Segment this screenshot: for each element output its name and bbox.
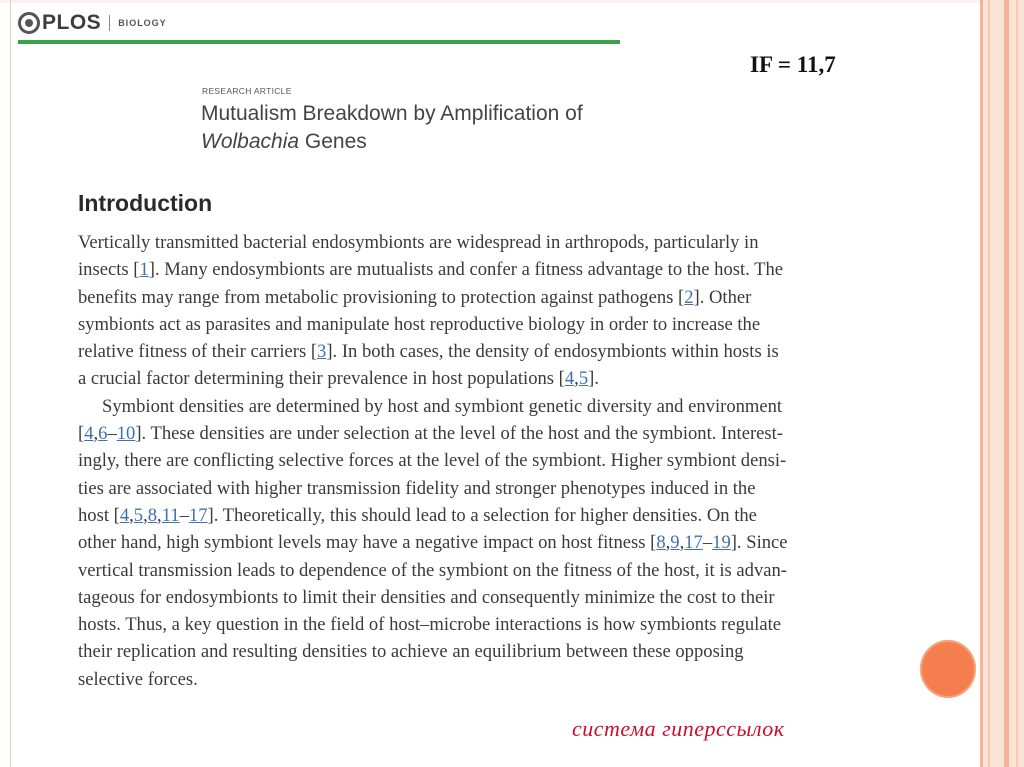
text-line: [4,6–10]. These densities are under selection at the level of the host and the symbiont. Interest- [78,423,784,445]
introduction-body [78,229,878,693]
article-title [201,100,641,156]
citation-link[interactable]: 5 [133,504,144,526]
text-line: hosts. Thus, a key question in the field of host–microbe interactions is how symbionts regulate [78,614,782,636]
citation-link[interactable]: 4 [119,504,130,526]
citation-link[interactable]: 4 [84,423,94,445]
decorative-stripe [1016,0,1018,767]
text-line: their replication and resulting densities to achieve an equilibrium between these opposing [78,641,744,663]
citation-link[interactable]: 9 [670,532,680,554]
decorative-orange-circle [920,640,976,698]
text-line: a crucial factor determining their prevalence in host populations [4,5]. [78,368,599,390]
text-line: relative fitness of their carriers [3]. In both cases, the density of endosymbionts within hosts is [78,341,779,363]
logo-divider [109,15,110,31]
citation-link[interactable]: 19 [712,532,731,554]
journal-logo [18,10,167,36]
citation-link[interactable]: 17 [684,532,703,554]
citation-link[interactable]: 8 [656,532,666,554]
article-title-line1: Mutualism Breakdown by Amplification of [201,102,583,125]
journal-name: PLOS [42,11,102,34]
impact-factor: IF = 11,7 [750,52,836,77]
hyperlink-system-note: система гиперссылок [572,716,785,741]
header-rule [18,40,620,44]
slide-top-edge [0,0,1024,3]
text-line: ties are associated with higher transmission fidelity and stronger phenotypes induced in the [78,477,756,499]
article-title-italic: Wolbachia [201,130,300,153]
decorative-stripe [1004,0,1009,767]
text-line: benefits may range from metabolic provisioning to protection against pathogens [2]. Other [78,286,752,308]
article-title-end: Genes [299,130,367,153]
citation-link[interactable]: 10 [116,423,136,445]
section-heading: Introduction [78,190,213,216]
text-line: ingly, there are conflicting selective forces at the level of the symbiont. Higher symbiont densi- [78,450,787,472]
journal-section: BIOLOGY [118,18,167,28]
text-line: symbionts act as parasites and manipulate host reproductive biology in order to increase the [78,313,761,335]
citation-link[interactable]: 1 [139,259,149,281]
slide-left-border [10,0,11,767]
citation-link[interactable]: 5 [578,368,589,390]
citation-link[interactable]: 2 [684,286,694,308]
citation-link[interactable]: 17 [188,504,208,526]
plos-logo-icon [18,12,40,34]
text-line: host [4,5,8,11–17]. Theoretically, this should lead to a selection for higher densities. On the [78,504,757,526]
citation-link[interactable]: 8 [147,504,158,526]
text-line: selective forces. [78,668,198,690]
text-line: Vertically transmitted bacterial endosymbionts are widespread in arthropods, particularly in [78,232,759,253]
citation-link[interactable]: 6 [98,423,108,445]
article-type-label: RESEARCH ARTICLE [202,86,292,96]
text-line: other hand, high symbiont levels may have a negative impact on host fitness [8,9,17–19]. Since [78,532,788,554]
text-line: tageous for endosymbionts to limit their densities and consequently minimize the cost to their [78,586,775,608]
citation-link[interactable]: 4 [564,368,575,390]
text-line: Symbiont densities are determined by host and symbiont genetic diversity and environment [102,395,783,417]
decorative-stripe [988,0,990,767]
text-line: vertical transmission leads to dependence of the symbiont on the fitness of the host, it is advan- [78,559,787,581]
decorative-stripe [980,0,983,767]
citation-link[interactable]: 3 [317,341,327,363]
citation-link[interactable]: 11 [161,504,180,526]
text-line: insects [1]. Many endosymbionts are mutualists and confer a fitness advantage to the host. The [78,259,784,281]
